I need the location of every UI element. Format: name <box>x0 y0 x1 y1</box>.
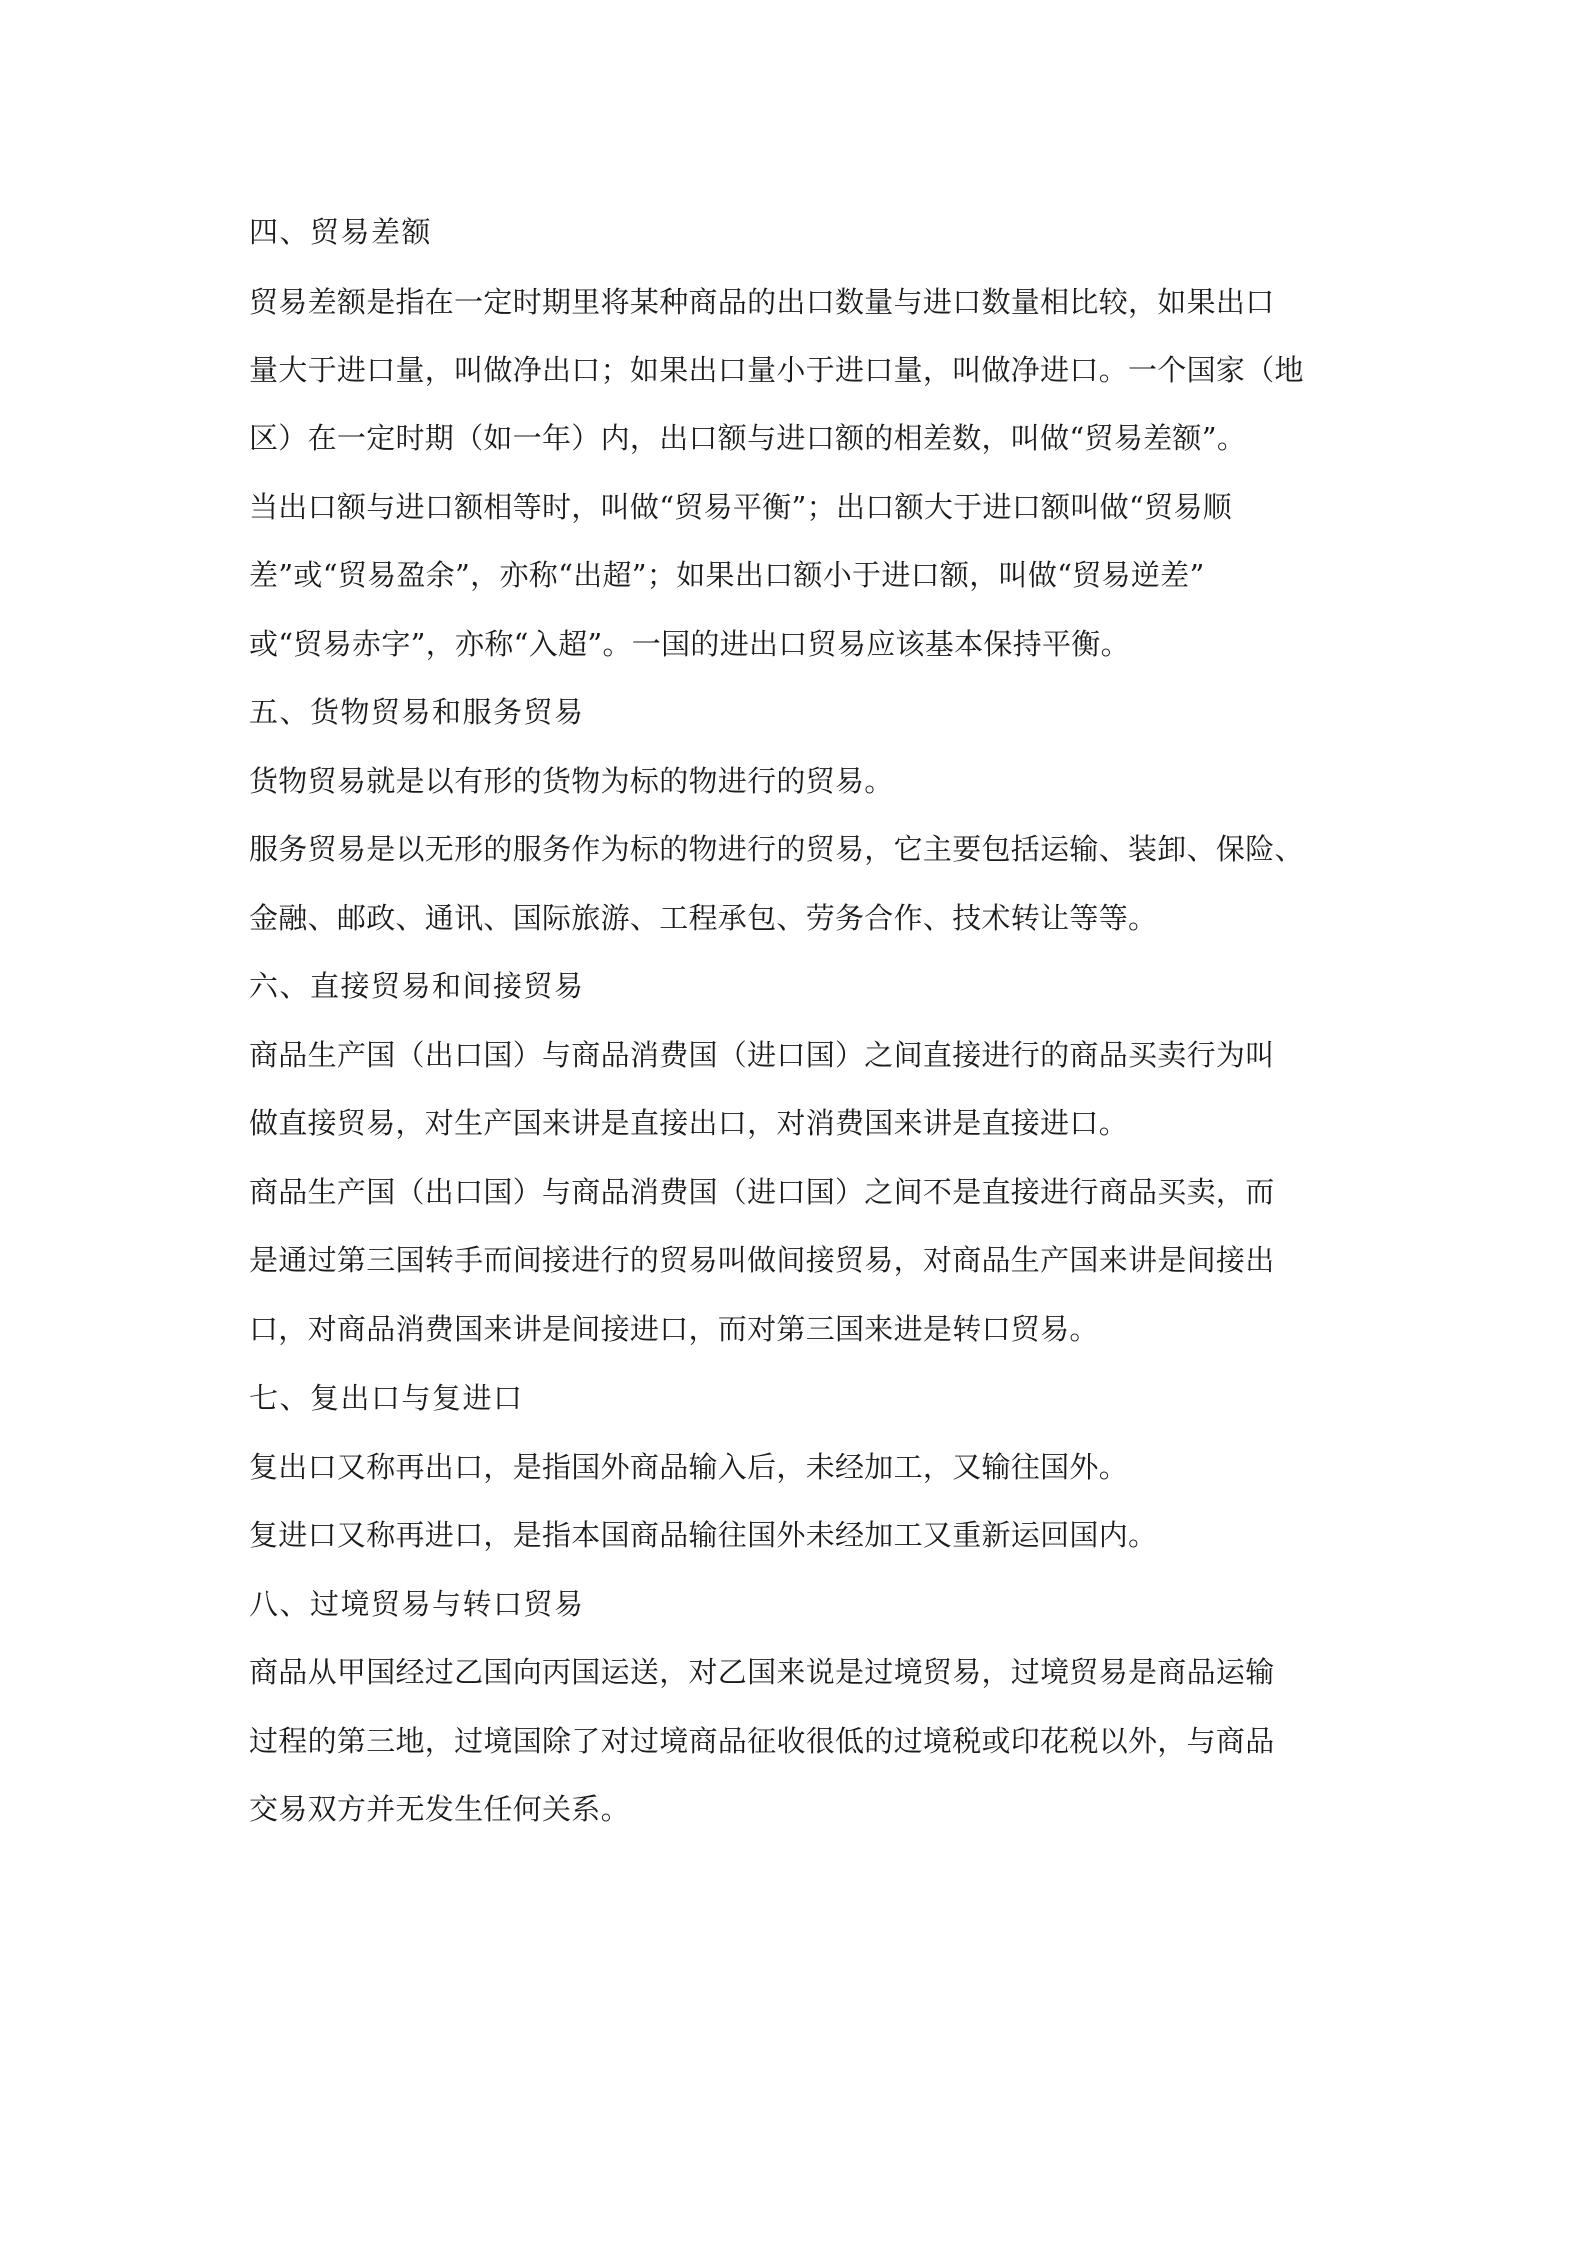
paragraph-line: 商品生产国（出口国）与商品消费国（进口国）之间不是直接进行商品买卖，而 <box>249 1175 1275 1209</box>
paragraph-line: 量大于进口量，叫做净出口；如果出口量小于进口量，叫做净进口。一个国家（地 <box>249 353 1304 387</box>
paragraph-line: 复进口又称再进口，是指本国商品输往国外未经加工又重新运回国内。 <box>249 1518 1158 1552</box>
paragraph-line: 贸易差额是指在一定时期里将某种商品的出口数量与进口数量相比较，如果出口 <box>249 285 1275 319</box>
section-heading-8: 八、过境贸易与转口贸易 <box>249 1587 585 1621</box>
paragraph-line: 服务贸易是以无形的服务作为标的物进行的贸易，它主要包括运输、装卸、保险、 <box>249 832 1304 866</box>
section-heading-6: 六、直接贸易和间接贸易 <box>249 969 585 1003</box>
paragraph-line: 或“贸易赤字”，亦称“入超”。一国的进出口贸易应该基本保持平衡。 <box>249 627 1130 661</box>
paragraph-line: 交易双方并无发生任何关系。 <box>249 1792 630 1826</box>
section-heading-4: 四、贸易差额 <box>249 215 433 249</box>
paragraph-line: 金融、邮政、通讯、国际旅游、工程承包、劳务合作、技术转让等等。 <box>249 901 1158 935</box>
section-heading-7: 七、复出口与复进口 <box>249 1381 524 1415</box>
paragraph-line: 货物贸易就是以有形的货物为标的物进行的贸易。 <box>249 764 894 798</box>
section-heading-5: 五、货物贸易和服务贸易 <box>249 695 585 729</box>
paragraph-line: 过程的第三地，过境国除了对过境商品征收很低的过境税或印花税以外，与商品 <box>249 1724 1275 1758</box>
paragraph-line: 做直接贸易，对生产国来讲是直接出口，对消费国来讲是直接进口。 <box>249 1106 1129 1140</box>
paragraph-line: 复出口又称再出口，是指国外商品输入后，未经加工，又输往国外。 <box>249 1450 1129 1484</box>
paragraph-line: 商品生产国（出口国）与商品消费国（进口国）之间直接进行的商品买卖行为叫 <box>249 1038 1275 1072</box>
paragraph-line: 是通过第三国转手而间接进行的贸易叫做间接贸易，对商品生产国来讲是间接出 <box>249 1243 1275 1277</box>
paragraph-line: 当出口额与进口额相等时，叫做“贸易平衡”；出口额大于进口额叫做“贸易顺 <box>249 490 1232 524</box>
paragraph-line: 口，对商品消费国来讲是间接进口，而对第三国来进是转口贸易。 <box>249 1312 1099 1346</box>
paragraph-line: 差”或“贸易盈余”，亦称“出超”；如果出口额小于进口额，叫做“贸易逆差” <box>249 558 1205 592</box>
paragraph-line: 区）在一定时期（如一年）内，出口额与进口额的相差数，叫做“贸易差额”。 <box>249 421 1247 455</box>
paragraph-line: 商品从甲国经过乙国向丙国运送，对乙国来说是过境贸易，过境贸易是商品运输 <box>249 1655 1275 1689</box>
